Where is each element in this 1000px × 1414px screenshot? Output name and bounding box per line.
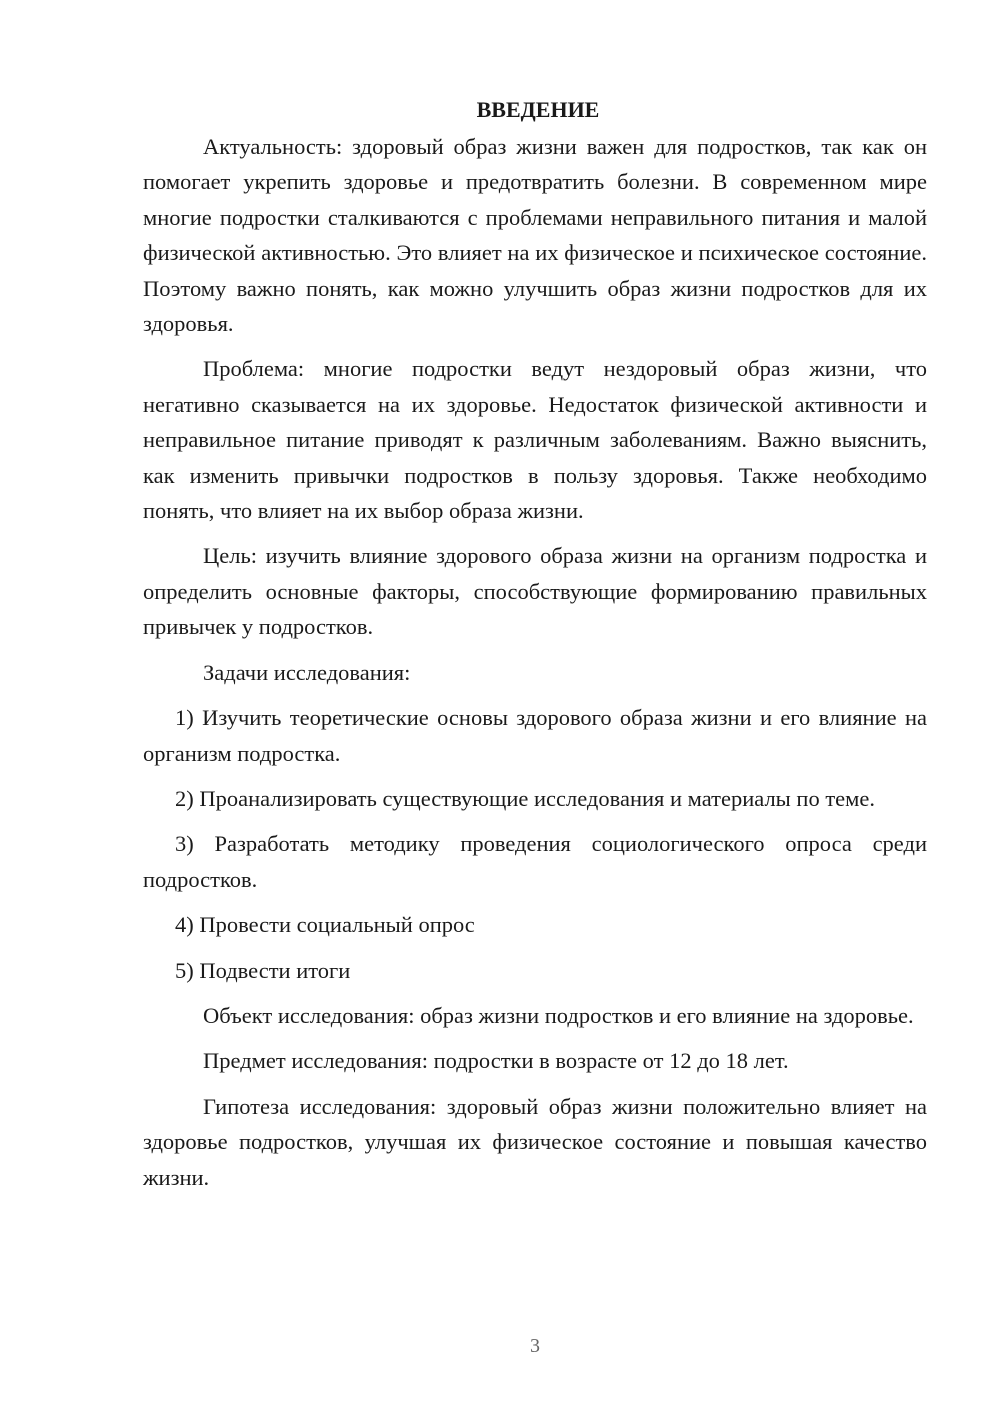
paragraph-subject: Предмет исследования: подростки в возрасте от 12 до 18 лет. [203,1048,789,1074]
page-number: 3 [530,1335,540,1357]
task-item-3: 3) Разработать методику проведения социологического опроса среди подростков. [143,831,927,892]
paragraph-object: Объект исследования: образ жизни подростков и его влияние на здоровье. [203,1002,914,1028]
document-page [143,92,927,1195]
task-item-2: 2) Проанализировать существующие исследования и материалы по теме. [175,785,876,811]
paragraph-hypothesis: Гипотеза исследования: здоровый образ жизни положительно влияет на здоровье подростков, улучшая их физическое состояние и повышая качество жизни. [143,1093,927,1190]
task-item-4: 4) Провести социальный опрос [175,912,475,938]
task-item-5: 5) Подвести итоги [175,957,351,983]
page-title: ВВЕДЕНИЕ [476,97,600,122]
task-item-1: 1) Изучить теоретические основы здорового образа жизни и его влияние на организм подростка. [143,705,927,766]
paragraph-relevance: Актуальность: здоровый образ жизни важен для подростков, так как он помогает укрепить здоровье и предотвратить болезни. В современном мире многие подростки сталкиваются с проблемами неправильного питания и малой физической активностью. Это влияет на их физическое и психическое состояние. Поэтому важно понять, как можно улучшить образ жизни подростков для их здоровья. [143,134,927,337]
paragraph-problem: Проблема: многие подростки ведут нездоровый образ жизни, что негативно сказывается на их здоровье. Недостаток физической активности и неправильное питание приводят к различным заболеваниям. Важно выяснить, как изменить привычки подростков в пользу здоровья. Также необходимо понять, что влияет на их выбор образа жизни. [143,356,927,524]
paragraph-goal: Цель: изучить влияние здорового образа жизни на организм подростка и определить основные факторы, способствующие формированию правильных привычек у подростков. [143,543,927,640]
tasks-heading: Задачи исследования: [203,659,411,685]
